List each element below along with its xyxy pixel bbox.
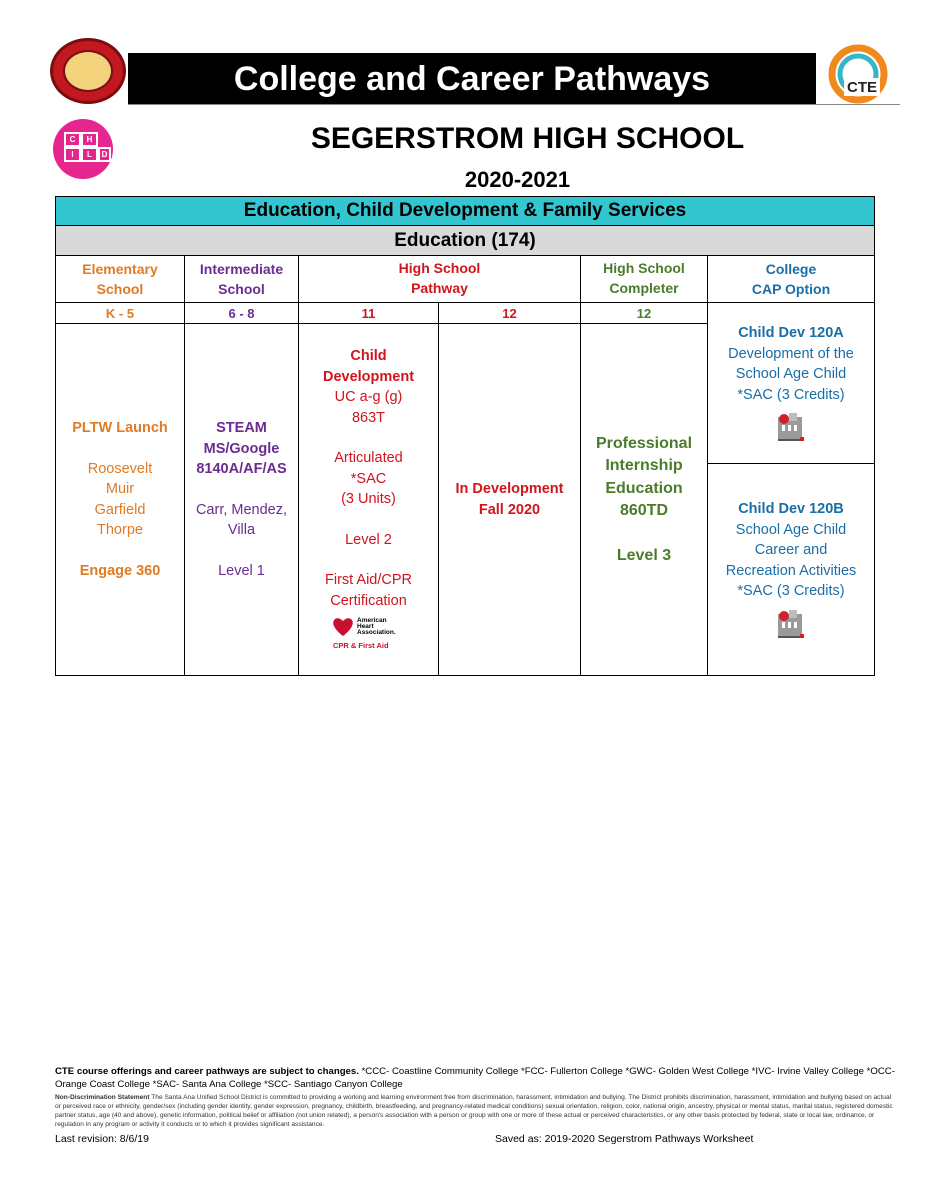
header-college <box>707 255 875 303</box>
college-a-detail-2: School Age Child <box>735 366 847 382</box>
school-year: 2020-2021 <box>464 167 571 192</box>
hs11-articulation-2: *SAC <box>350 470 387 487</box>
banner-rule <box>128 104 900 105</box>
cell-completer <box>580 302 708 676</box>
hs12-course-line1: In Development <box>455 481 564 497</box>
elementary-course: PLTW Launch <box>72 420 168 436</box>
elementary-school-3: Garfield <box>94 501 146 518</box>
grade-completer: 12 <box>580 302 708 324</box>
elementary-school-1: Roosevelt <box>87 460 153 477</box>
header-high-school-line1: High School <box>398 260 481 276</box>
header-elementary-line2: School <box>96 281 144 297</box>
cell-hs-11 <box>298 323 439 676</box>
aha-text-1: American <box>356 617 387 624</box>
aha-text-4: CPR & First Aid <box>332 641 389 650</box>
college-b-course: Child Dev 120B <box>738 501 844 518</box>
intermediate-schools-line1: Carr, Mendez, <box>195 501 288 518</box>
header-high-school-line2: Pathway <box>411 280 468 296</box>
grade-hs-11: 11 <box>298 302 439 324</box>
elementary-extra: Engage 360 <box>79 562 161 579</box>
last-revision: Last revision: 8/6/19 <box>55 1133 149 1145</box>
header-college-line1: College <box>765 261 817 277</box>
college-a-detail-3: *SAC (3 Credits) <box>737 386 845 403</box>
child-logo-block-h: H <box>81 132 98 147</box>
footer-note-rest: *CCC- Coastline Community College *FCC- Fullerton College *GWC- Golden West College *IVC- Irvine Valley College *OCC- Orange Coast College *SAC- Santa Ana College *SCC- Santiago Canyon College <box>55 1066 895 1090</box>
college-a-detail-1: Development of the <box>728 345 854 362</box>
college-building-icon <box>776 608 806 640</box>
header-completer <box>580 255 708 303</box>
completer-course-line2: Internship <box>605 457 683 475</box>
completer-course-line1: Professional <box>595 434 693 452</box>
grade-elementary: K - 5 <box>55 302 185 324</box>
grade-intermediate: 6 - 8 <box>184 302 299 324</box>
footer-college-key <box>55 1065 895 1091</box>
hs11-detail-2: 863T <box>351 409 386 426</box>
seal-lamp-icon <box>63 50 113 92</box>
nondiscrimination-text: The Santa Ana Unified School District is committed to providing a working and learning environment free from discrimination, harassment, intimidation and bullying. The District prohibits discrimination, harassment, intimidation and bullying based on actual or perceived race or ethnicity, gender/sex (including gender identity, gender expression, pregnancy, childbirth, breastfeeding, and pregnancy-related medical conditions) sexual orientation, religion, color, national origin, ancestry, physical or mental status, marital status, registered domestic partner status, age (40 and above), genetic information, political belief or affiliation (not union related), a person's association with a person or group with one or more of these actual or perceived characteristics, or any other basis protected by federal, state or local law, ordinance, or regulation in any program or activity it conducts or to which it provides significant assistance. <box>55 1094 893 1128</box>
college-building-icon <box>776 411 806 443</box>
footer-notes <box>55 1065 895 1129</box>
cell-elementary <box>55 323 185 676</box>
banner-title: College and Career Pathways <box>128 53 816 105</box>
hs11-cert-1: First Aid/CPR <box>324 572 412 588</box>
child-logo-block-c: C <box>64 132 81 147</box>
college-b-detail-2: Career and <box>754 542 828 559</box>
cte-logo-text: CTE <box>847 79 877 96</box>
hs11-level: Level 2 <box>345 531 392 548</box>
saved-as: Saved as: 2019-2020 Segerstrom Pathways Worksheet <box>495 1133 754 1145</box>
aha-text-3: Association. <box>356 629 396 636</box>
intermediate-course-line1: STEAM <box>216 420 267 436</box>
elementary-school-2: Muir <box>105 481 135 497</box>
college-b-detail-3: Recreation Activities <box>725 562 857 579</box>
cell-hs-12 <box>438 323 581 676</box>
american-heart-association-logo <box>331 615 407 655</box>
intermediate-course-line2: MS/Google <box>203 440 280 457</box>
college-a-course: Child Dev 120A <box>738 325 844 341</box>
school-name: SEGERSTROM HIGH SCHOOL <box>310 122 745 155</box>
intermediate-course-line3: 8140A/AF/AS <box>196 461 287 477</box>
nondiscrimination-label: Non-Discrimination Statement <box>55 1094 150 1101</box>
nondiscrimination-statement <box>55 1093 895 1129</box>
hs11-articulation-1: Articulated <box>334 450 403 466</box>
header-intermediate <box>184 255 299 303</box>
child-logo-block-d: D <box>98 147 111 162</box>
completer-course-line3: Education <box>605 479 683 497</box>
header-intermediate-line2: School <box>218 281 265 297</box>
cell-college-120a <box>707 302 875 464</box>
hs11-cert-2: Certification <box>330 592 407 609</box>
header-college-line2: CAP Option <box>751 281 831 297</box>
completer-level: Level 3 <box>616 546 672 564</box>
grade-hs-12: 12 <box>438 302 581 324</box>
footer-note-bold: CTE course offerings and career pathways are subject to changes. <box>55 1066 359 1077</box>
industry-sector: Education, Child Development & Family Services <box>55 196 875 226</box>
cte-logo <box>816 42 900 104</box>
child-logo-block-i: I <box>64 147 81 162</box>
college-b-detail-4: *SAC (3 Credits) <box>737 583 845 600</box>
cell-college-120b <box>707 463 875 676</box>
child-logo-block-l: L <box>81 147 98 162</box>
hs11-articulation-3: (3 Units) <box>341 491 396 507</box>
hs11-course-line1: Child <box>350 348 387 364</box>
hs11-course-line2: Development <box>322 368 415 385</box>
college-b-detail-1: School Age Child <box>735 521 847 538</box>
intermediate-level: Level 1 <box>218 562 265 579</box>
header-elementary <box>55 255 185 303</box>
pathway-title: Education (174) <box>55 225 875 256</box>
hs12-course-line2: Fall 2020 <box>478 501 541 518</box>
elementary-school-4: Thorpe <box>97 522 143 538</box>
heart-icon <box>333 618 353 636</box>
intermediate-schools-line2: Villa <box>227 522 256 538</box>
hs11-detail-1: UC a-g (g) <box>334 389 403 405</box>
header-completer-line1: High School <box>603 260 685 276</box>
header-high-school <box>298 255 581 303</box>
district-seal-logo <box>50 38 126 104</box>
header-elementary-line1: Elementary <box>82 261 158 277</box>
header-intermediate-line1: Intermediate <box>199 261 284 277</box>
completer-course-line4: 860TD <box>619 502 669 520</box>
cell-intermediate <box>184 323 299 676</box>
header-completer-line2: Completer <box>609 280 679 296</box>
aha-text-2: Heart <box>356 623 374 630</box>
